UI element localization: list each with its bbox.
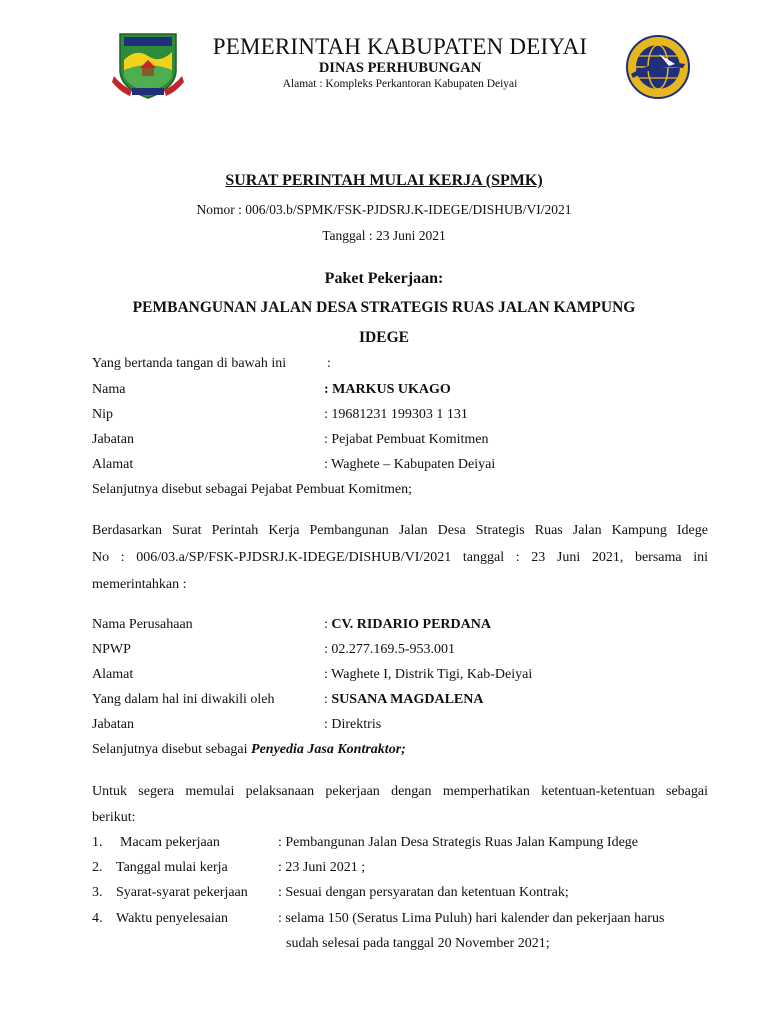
- signer-intro-colon: :: [327, 356, 331, 371]
- project-title-line1: PEMBANGUNAN JALAN DESA STRATEGIS RUAS JALAN KAMPUNG: [132, 299, 636, 316]
- company-representative-value: : SUSANA MAGDALENA: [324, 692, 484, 707]
- company-address-label: Alamat: [92, 667, 134, 682]
- signer-nip-label: Nip: [92, 407, 113, 422]
- signer-intro: Yang bertanda tangan di bawah ini: [92, 356, 287, 371]
- company-npwp-label: NPWP: [92, 642, 131, 657]
- item2-number: 2.: [92, 860, 103, 875]
- item1-value: : Pembangunan Jalan Desa Strategis Ruas Jalan Kampung Idege: [278, 835, 639, 850]
- instructions-line2: berikut:: [92, 810, 136, 825]
- project-title-line2: IDEGE: [359, 329, 409, 346]
- header-department: DINAS PERHUBUNGAN: [318, 60, 482, 76]
- item4-label: Waktu penyelesaian: [116, 911, 228, 926]
- company-npwp-value: : 02.277.169.5-953.001: [324, 642, 456, 657]
- signer-name-label: Nama: [92, 382, 126, 397]
- item1-number: 1.: [92, 835, 103, 850]
- signer-address-label: Alamat: [92, 457, 134, 472]
- item4-number: 4.: [92, 911, 103, 926]
- signer-position-value: : Pejabat Pembuat Komitmen: [324, 432, 489, 447]
- header-address: Alamat : Kompleks Perkantoran Kabupaten Deiyai: [282, 78, 518, 90]
- signer-position-label: Jabatan: [92, 432, 134, 447]
- item3-number: 3.: [92, 885, 103, 900]
- item4-value: : selama 150 (Seratus Lima Puluh) hari kalender dan pekerjaan harus: [278, 911, 665, 926]
- basis-line2: No : 006/03.a/SP/FSK-PJDSRJ.K-IDEGE/DISHUB/VI/2021 tanggal : 23 Juni 2021, bersama ini: [92, 550, 708, 565]
- document-title: SURAT PERINTAH MULAI KERJA (SPMK): [225, 172, 543, 189]
- package-label: Paket Pekerjaan:: [324, 270, 444, 287]
- company-closing: Selanjutnya disebut sebagai Penyedia Jasa Kontraktor;: [92, 742, 406, 757]
- document-number: Nomor : 006/03.b/SPMK/FSK-PJDSRJ.K-IDEGE/DISHUB/VI/2021: [196, 202, 572, 217]
- instructions-line1: Untuk segera memulai pelaksanaan pekerjaan dengan memperhatikan ketentuan-ketentuan sebagai: [92, 784, 708, 799]
- item2-label: Tanggal mulai kerja: [116, 860, 228, 875]
- company-address-value: : Waghete I, Distrik Tigi, Kab-Deiyai: [324, 667, 533, 682]
- basis-line1: Berdasarkan Surat Perintah Kerja Pembangunan Jalan Desa Strategis Ruas Jalan Kampung Idege: [92, 523, 708, 538]
- company-name-label: Nama Perusahaan: [92, 617, 193, 632]
- company-position-value: : Direktris: [324, 717, 382, 732]
- dinas-perhubungan-logo: [625, 34, 691, 100]
- company-representative-label: Yang dalam hal ini diwakili oleh: [92, 692, 275, 707]
- document-date: Tanggal : 23 Juni 2021: [322, 228, 446, 243]
- signer-nip-value: : 19681231 199303 1 131: [324, 407, 468, 422]
- signer-name-value: : MARKUS UKAGO: [324, 382, 451, 397]
- basis-line3: memerintahkan :: [92, 577, 187, 592]
- header-government: PEMERINTAH KABUPATEN DEIYAI: [212, 34, 588, 59]
- kabupaten-deiyai-logo: [112, 30, 184, 100]
- item2-value: : 23 Juni 2021 ;: [278, 860, 366, 875]
- company-position-label: Jabatan: [92, 717, 134, 732]
- item3-value: : Sesuai dengan persyaratan dan ketentuan Kontrak;: [278, 885, 569, 900]
- company-name-value: : CV. RIDARIO PERDANA: [324, 617, 491, 632]
- item1-label: Macam pekerjaan: [120, 835, 220, 850]
- item3-label: Syarat-syarat pekerjaan: [116, 885, 248, 900]
- item4-continuation: sudah selesai pada tanggal 20 November 2021;: [286, 936, 550, 951]
- signer-closing: Selanjutnya disebut sebagai Pejabat Pembuat Komitmen;: [92, 482, 412, 497]
- signer-address-value: : Waghete – Kabupaten Deiyai: [324, 457, 496, 472]
